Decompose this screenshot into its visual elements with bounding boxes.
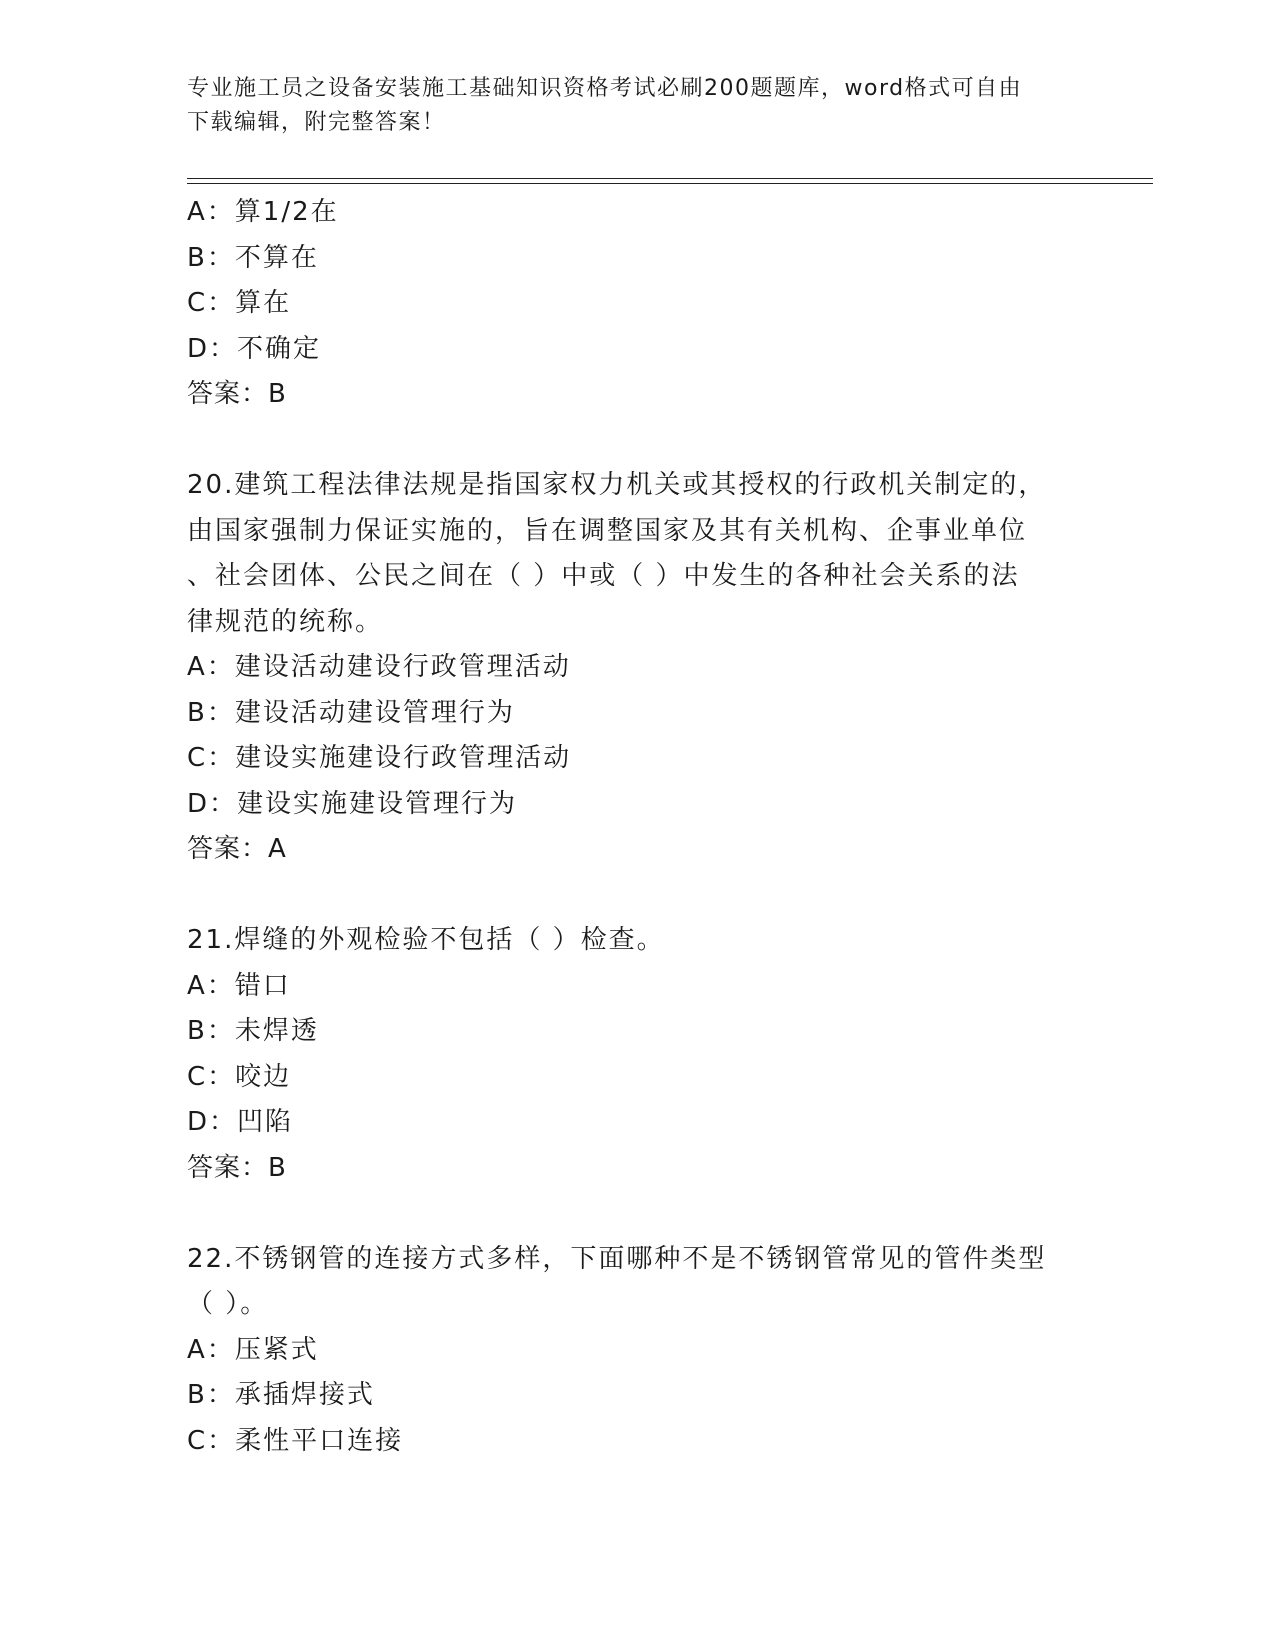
option-key: A： <box>187 970 235 1001</box>
option-key: C： <box>187 743 236 773</box>
header-line-2: 下载编辑，附完整答案！ <box>187 110 446 135</box>
question-stem-line: 由国家强制力保证实施的，旨在调整国家及其有关机构、企事业单位 <box>187 515 1028 546</box>
answer-line: 答案：A <box>187 834 287 864</box>
option-key: A： <box>187 652 235 682</box>
option-key: B： <box>187 697 235 728</box>
option-key: A： <box>187 1334 235 1365</box>
option-a <box>187 1328 1087 1374</box>
question-stem-line: 律规范的统称。 <box>187 606 384 637</box>
option-text: 不算在 <box>234 242 319 273</box>
option-text: 建设实施建设行政管理活动 <box>235 743 572 773</box>
option-text: 错口 <box>234 970 291 1001</box>
option-text: 压紧式 <box>234 1334 319 1365</box>
option-d <box>187 1100 1087 1146</box>
option-key: B： <box>187 242 235 273</box>
spacer <box>187 1191 1087 1237</box>
option-b <box>187 236 1087 282</box>
option-text: 算在 <box>235 288 292 318</box>
header-divider-bottom <box>187 183 1153 184</box>
option-c <box>187 736 1087 782</box>
spacer <box>187 873 1087 919</box>
question-list <box>187 190 1087 1464</box>
option-text: 未焊透 <box>234 1016 319 1046</box>
option-text: 建设实施建设管理行为 <box>237 788 518 819</box>
option-text: 承插焊接式 <box>234 1380 375 1410</box>
document-header <box>187 72 1067 140</box>
option-a <box>187 645 1087 691</box>
option-key: D： <box>187 1107 238 1137</box>
option-text: 柔性平口连接 <box>235 1425 404 1456</box>
option-b <box>187 1373 1087 1419</box>
option-text: 建设活动建设行政管理活动 <box>234 652 571 682</box>
question-block <box>187 190 1087 418</box>
answer-line: 答案：B <box>187 1152 287 1183</box>
option-key: D： <box>187 333 238 364</box>
question-stem-line: 21.焊缝的外观检验不包括（ ）检查。 <box>187 925 665 955</box>
question-stem-line: 22.不锈钢管的连接方式多样，下面哪种不是不锈钢管常见的管件类型 <box>187 1243 1047 1274</box>
question-block <box>187 918 1087 1191</box>
option-c <box>187 1055 1087 1101</box>
question-block <box>187 463 1087 873</box>
option-a <box>187 964 1087 1010</box>
option-key: C： <box>187 288 236 318</box>
question-block <box>187 1237 1087 1465</box>
option-key: B： <box>187 1016 235 1046</box>
answer-line: 答案：B <box>187 379 287 409</box>
question-stem-line: 20.建筑工程法律法规是指国家权力机关或其授权的行政机关制定的， <box>187 470 1047 500</box>
question-stem-line: （ ）。 <box>187 1289 269 1319</box>
option-text: 咬边 <box>235 1061 292 1092</box>
option-text: 建设活动建设管理行为 <box>234 697 515 728</box>
question-stem-line: 、社会团体、公民之间在（ ）中或（ ）中发生的各种社会关系的法 <box>187 561 1020 591</box>
option-b <box>187 691 1087 737</box>
option-key: D： <box>187 788 238 819</box>
option-key: B： <box>187 1380 235 1410</box>
option-c <box>187 281 1087 327</box>
option-text: 凹陷 <box>237 1107 294 1137</box>
option-a <box>187 190 1087 236</box>
option-key: C： <box>187 1061 236 1092</box>
option-text: 算1/2在 <box>234 197 339 227</box>
option-b <box>187 1009 1087 1055</box>
option-key: A： <box>187 197 235 227</box>
option-key: C： <box>187 1425 236 1456</box>
option-text: 不确定 <box>237 333 322 364</box>
option-d <box>187 782 1087 828</box>
spacer <box>187 418 1087 464</box>
option-d <box>187 327 1087 373</box>
option-c <box>187 1419 1087 1465</box>
header-line-1: 专业施工员之设备安装施工基础知识资格考试必刷200题题库，word格式可自由 <box>187 76 1023 101</box>
header-divider-top <box>187 178 1153 179</box>
